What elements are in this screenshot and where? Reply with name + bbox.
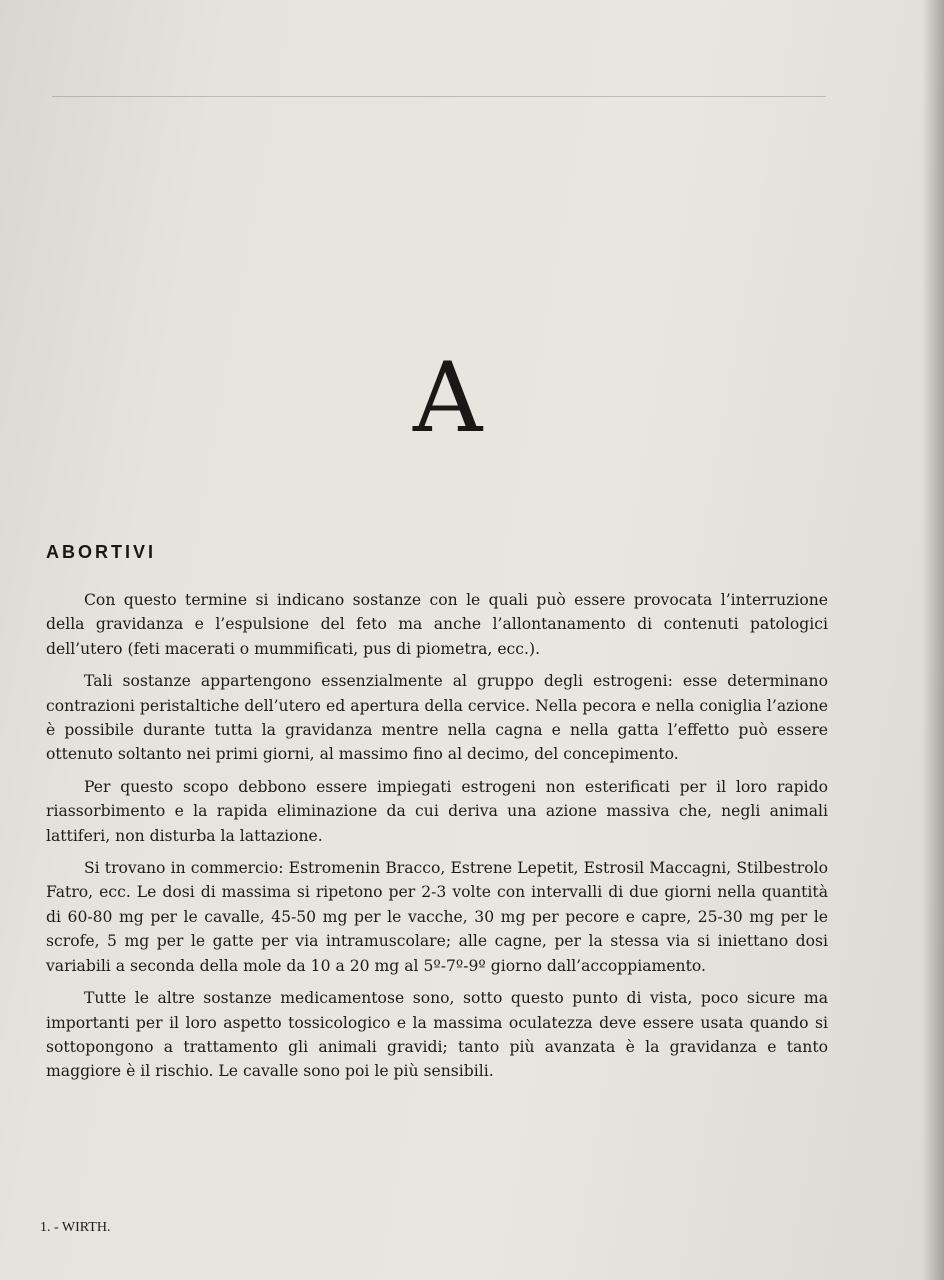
paragraph-1: Con questo termine si indicano sostanze con le quali può essere provocata l’interruzione della gravidanza e l’espulsione del feto ma anche l’allontanamento di contenuti patologici dell’utero (feti macerati o mummificati, pus di piometra, ecc.). <box>46 591 828 658</box>
page-edge-shadow <box>922 0 944 1280</box>
footer-signature: 1. - WIRTH. <box>40 1220 111 1235</box>
paragraph-2: Tali sostanze appartengono essenzialmente al gruppo degli estrogeni: esse determinano contrazioni peristaltiche dell’utero ed apertura della cervice. Nella pecora e nella coniglia l’azione è possibile durante tutta la gravidanza mentre nella cagna e nella gatta l’effetto può essere ottenuto soltanto nei primi giorni, al massimo fino al decimo, del concepimento. <box>46 672 828 764</box>
section-letter: A <box>413 342 483 454</box>
paragraph-4: Si trovano in commercio: Estromenin Bracco, Estrene Lepetit, Estrosil Maccagni, Stilbestrolo Fatro, ecc. Le dosi di massima si ripetono per 2-3 volte con intervalli di due giorni nella quantità di 60-80 mg per le cavalle, 45-50 mg per le vacche, 30 mg per pecore e capre, 25-30 mg per le scrofe, 5 mg per le gatte per via intramuscolare; alle cagne, per la stessa via si iniettano dosi variabili a seconda della mole da 10 a 20 mg al 5º-7º-9º giorno dall’accoppiamento. <box>46 859 828 975</box>
paragraph-5: Tutte le altre sostanze medicamentose sono, sotto questo punto di vista, poco sicure ma importanti per il loro aspetto tossicologico e la massima oculatezza deve essere usata quando si sottopongono a trattamento gli animali gravidi; tanto più avanzata è la gravidanza e tanto maggiore è il rischio. Le cavalle sono poi le più sensibili. <box>46 989 828 1081</box>
body-text <box>46 588 828 1092</box>
section-heading: ABORTIVI <box>46 542 157 562</box>
paragraph-3: Per questo scopo debbono essere impiegati estrogeni non esterificati per il loro rapido riassorbimento e la rapida eliminazione da cui deriva una azione massiva che, negli animali lattiferi, non disturba la lattazione. <box>46 777 828 845</box>
show-through-header-rule <box>52 96 826 97</box>
